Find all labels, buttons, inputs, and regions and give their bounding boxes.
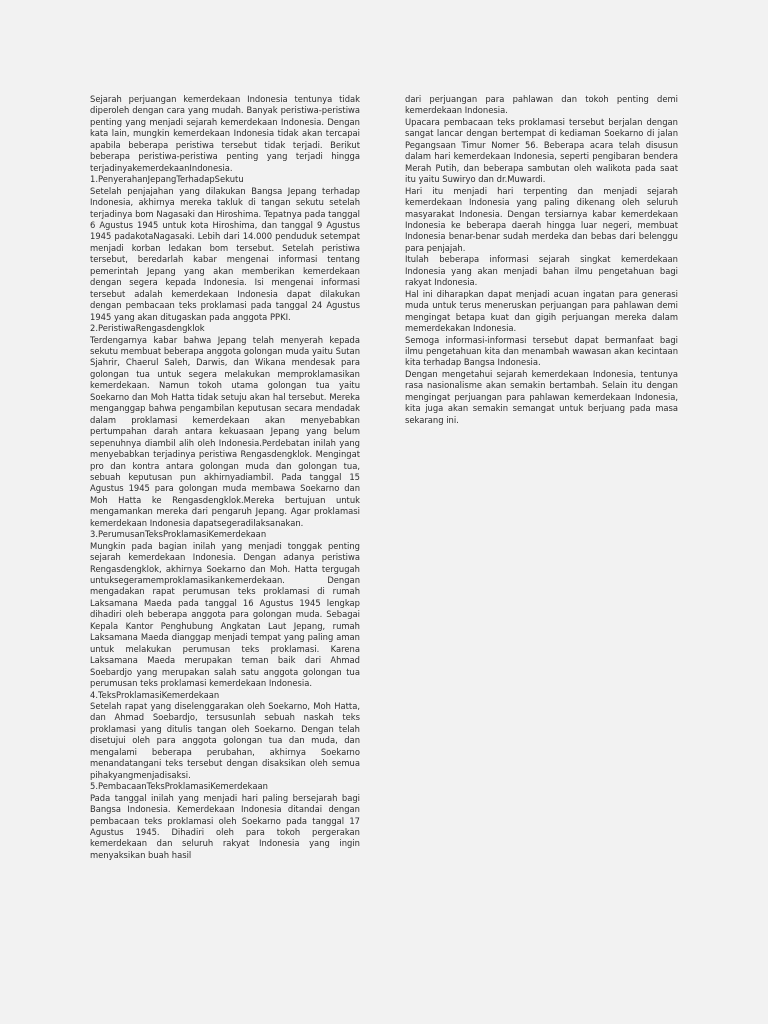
- section-paragraph-4: Setelah rapat yang diselenggarakan oleh Soekarno, Moh Hatta, dan Ahmad Soebardjo, tersusunlah sebuah naskah teks proklamasi yang ditulis tangan oleh Soekarno. Dengan telah disetujui oleh para anggota golongan tua dan muda, dan mengalami beberapa perubahan, akhirnya Soekarno menandatangani teks tersebut dengan disaksikan oleh semua pihakyangmenjadisaksi.: [90, 701, 360, 780]
- right-text-column: [405, 94, 678, 426]
- hope-paragraph: Hal ini diharapkan dapat menjadi acuan ingatan para generasi muda untuk terus meneruskan perjuangan para pahlawan demi mengingat betapa kuat dan gigih perjuangan mereka dalam memerdekakan Indonesia.: [405, 288, 678, 334]
- benefit-paragraph: Semoga informasi-informasi tersebut dapat bermanfaat bagi ilmu pengetahuan kita dan menambah wawasan akan kecintaan kita terhadap Bangsa Indonesia.: [405, 334, 678, 368]
- continuation-paragraph: dari perjuangan para pahlawan dan tokoh penting demi kemerdekaan Indonesia.: [405, 94, 678, 116]
- section-heading-1: 1.PenyerahanJepangTerhadapSekutu: [90, 174, 244, 185]
- closing-paragraph: Dengan mengetahui sejarah kemerdekaan Indonesia, tentunya rasa nasionalisme akan semakin bertambah. Selain itu dengan mengingat perjuangan para pahlawan kemerdekaan Indonesia, kita juga akan semakin semangat untuk berjuang pada masa sekarang ini.: [405, 368, 678, 425]
- intro-paragraph: Sejarah perjuangan kemerdekaan Indonesia tentunya tidak diperoleh dengan cara yang mudah. Banyak peristiwa-peristiwa penting yang menjadi sejarah kemerdekaan Indonesia. Dengan kata lain, mungkin kemerdekaan Indonesia tidak akan tercapai apabila beberapa peristiwa tersebut tidak terjadi. Berikut beberapa peristiwa-peristiwa penting yang terjadi hingga terjadinyakemerdekaanIndonesia.: [90, 94, 360, 173]
- section-paragraph-3: Mungkin pada bagian inilah yang menjadi tonggak penting sejarah kemerdekaan Indonesia. Dengan adanya peristiwa Rengasdengklok, akhirnya Soekarno dan Moh. Hatta tergugah untuksegeramemproklamasikankemerdekaan. Dengan mengadakan rapat perumusan teks proklamasi di rumah Laksamana Maeda pada tanggal 16 Agustus 1945 lengkap dihadiri oleh beberapa anggota para golongan muda. Sebagai Kepala Kantor Penghubung Angkatan Laut Jepang, rumah Laksamana Maeda dianggap menjadi tempat yang paling aman untuk melakukan perumusan teks proklamasi. Karena Laksamana Maeda merupakan teman baik dari Ahmad Soebardjo yang merupakan salah satu anggota golongan tua perumusan teks proklamasi kemerdekaan Indonesia.: [90, 540, 360, 689]
- summary-paragraph: Itulah beberapa informasi sejarah singkat kemerdekaan Indonesia yang akan menjadi bahan ilmu pengetahuan bagi rakyat Indonesia.: [405, 254, 678, 288]
- section-paragraph-5: Pada tanggal inilah yang menjadi hari paling bersejarah bagi Bangsa Indonesia. Kemerdekaan Indonesia ditandai dengan pembacaan teks proklamasi oleh Soekarno pada tanggal 17 Agustus 1945. Dihadiri oleh para tokoh pergerakan kemerdekaan dan seluruh rakyat Indonesia yang ingin menyaksikan buah hasil: [90, 792, 360, 860]
- section-paragraph-1: Setelah penjajahan yang dilakukan Bangsa Jepang terhadap Indonesia, akhirnya mereka takluk di tangan sekutu setelah terjadinya bom Nagasaki dan Hiroshima. Tepatnya pada tanggal 6 Agustus 1945 untuk kota Hiroshima, dan tanggal 9 Agustus 1945 padakotaNagasaki. Lebih dari 14.000 penduduk setempat menjadi korban ledakan bom tersebut. Setelah peristiwa tersebut, beredarlah kabar mengenai informasi tentang pemerintah Jepang yang akan memberikan kemerdekaan dengan segera kepada Indonesia. Isi mengenai informasi tersebut adalah kemerdekaan Indonesia dapat dilakukan dengan pembacaan teks proklamasi pada tanggal 24 Agustus 1945 yang akan ditugaskan pada anggota PPKI.: [90, 185, 360, 322]
- historic-day-paragraph: Hari itu menjadi hari terpenting dan menjadi sejarah kemerdekaan Indonesia yang paling dikenang oleh seluruh masyarakat Indonesia. Dengan tersiarnya kabar kemerdekaan Indonesia ke beberapa daerah hingga luar negeri, membuat Indonesia benar-benar sudah merdeka dan bebas dari belenggu para penjajah.: [405, 185, 678, 253]
- section-heading-2: 2.PeristiwaRengasdengklok: [90, 323, 205, 334]
- section-heading-5: 5.PembacaanTeksProklamasiKemerdekaan: [90, 781, 268, 792]
- section-paragraph-2: Terdengarnya kabar bahwa Jepang telah menyerah kepada sekutu membuat beberapa anggota golongan muda yaitu Sutan Sjahrir, Chaerul Saleh, Darwis, dan Wikana mendesak para golongan tua untuk segera melakukan memproklamasikan kemerdekaan. Namun tokoh utama golongan tua yaitu Soekarno dan Moh Hatta tidak setuju akan hal tersebut. Mereka menganggap bahwa pengambilan keputusan secara mendadak dalam proklamasi kemerdekaan akan menyebabkan pertumpahan darah antara kekuasaan Jepang yang belum sepenuhnya diambil alih oleh Indonesia.Perdebatan inilah yang menyebabkan terjadinya peristiwa Rengasdengklok. Mengingat pro dan kontra antara golongan muda dan golongan tua, sebuah keputusan pun akhirnyadiambil. Pada tanggal 15 Agustus 1945 para golongan muda membawa Soekarno dan Moh Hatta ke Rengasdengklok.Mereka bertujuan untuk mengamankan mereka dari pengaruh Jepang. Agar proklamasi kemerdekaan Indonesia dapatsegeradilaksanakan.: [90, 334, 360, 528]
- ceremony-paragraph: Upacara pembacaan teks proklamasi tersebut berjalan dengan sangat lancar dengan bertempat di kediaman Soekarno di jalan Pegangsaan Timur Nomer 56. Beberapa acara telah disusun dalam hari kemerdekaan Indonesia, seperti pengibaran bendera Merah Putih, dan beberapa sambutan oleh walikota pada saat itu yaitu Suwiryo dan dr.Muwardi.: [405, 116, 678, 185]
- section-heading-3: 3.PerumusanTeksProklamasiKemerdekaan: [90, 529, 267, 540]
- left-text-column: [90, 94, 360, 861]
- section-heading-4: 4.TeksProklamasiKemerdekaan: [90, 689, 220, 700]
